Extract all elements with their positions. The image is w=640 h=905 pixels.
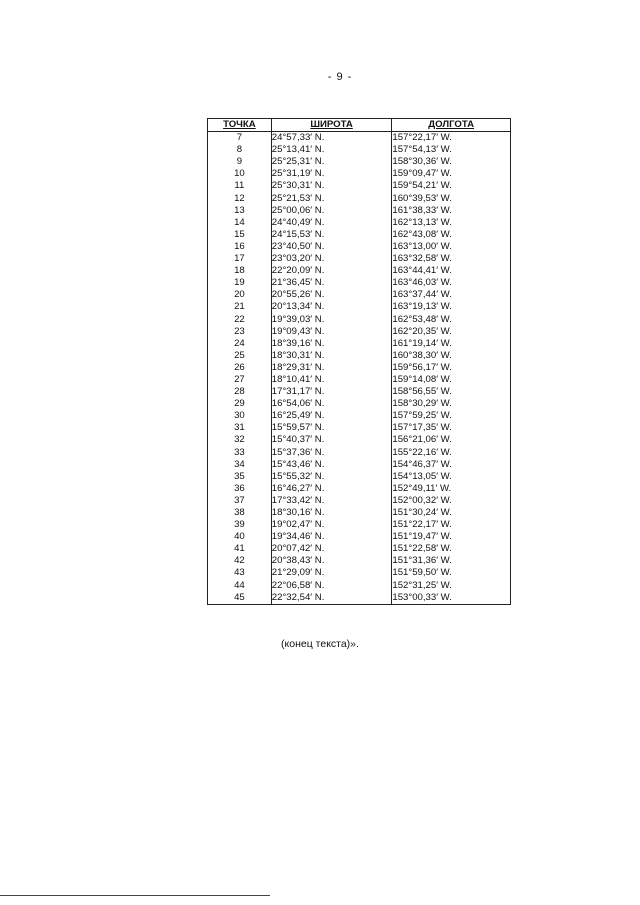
longitude: 162°53,48′ W. xyxy=(392,314,511,326)
longitude: 152°49,11′ W. xyxy=(392,483,511,495)
table-row xyxy=(208,434,511,446)
latitude: 15°59,57′ N. xyxy=(271,422,392,434)
table-row xyxy=(208,180,511,192)
table-row xyxy=(208,229,511,241)
longitude: 163°37,44′ W. xyxy=(392,289,511,301)
table-row xyxy=(208,495,511,507)
longitude: 151°22,58′ W. xyxy=(392,543,511,555)
table-header-row xyxy=(208,119,511,132)
point-number: 43 xyxy=(208,567,272,579)
table-row xyxy=(208,531,511,543)
page-number: - 9 - xyxy=(327,71,353,83)
point-number: 10 xyxy=(208,168,272,180)
table-row xyxy=(208,543,511,555)
latitude: 15°55,32′ N. xyxy=(271,471,392,483)
table-row xyxy=(208,398,511,410)
longitude: 159°56,17′ W. xyxy=(392,362,511,374)
latitude: 25°21,53′ N. xyxy=(271,193,392,205)
point-number: 31 xyxy=(208,422,272,434)
point-number: 13 xyxy=(208,205,272,217)
longitude: 162°43,08′ W. xyxy=(392,229,511,241)
latitude: 24°40,49′ N. xyxy=(271,217,392,229)
table-row xyxy=(208,144,511,156)
table-row xyxy=(208,350,511,362)
point-number: 44 xyxy=(208,580,272,592)
latitude: 22°32,54′ N. xyxy=(271,592,392,605)
longitude: 151°31,36′ W. xyxy=(392,555,511,567)
longitude: 153°00,33′ W. xyxy=(392,592,511,605)
point-number: 27 xyxy=(208,374,272,386)
latitude: 16°25,49′ N. xyxy=(271,410,392,422)
point-number: 11 xyxy=(208,180,272,192)
point-number: 9 xyxy=(208,156,272,168)
table-row xyxy=(208,301,511,313)
point-number: 28 xyxy=(208,386,272,398)
longitude: 161°38,33′ W. xyxy=(392,205,511,217)
latitude: 20°38,43′ N. xyxy=(271,555,392,567)
table-row xyxy=(208,241,511,253)
table-row xyxy=(208,277,511,289)
table-row xyxy=(208,422,511,434)
longitude: 154°13,05′ W. xyxy=(392,471,511,483)
point-number: 20 xyxy=(208,289,272,301)
table-row xyxy=(208,374,511,386)
longitude: 157°22,17′ W. xyxy=(392,132,511,145)
table-row xyxy=(208,567,511,579)
longitude: 151°19,47′ W. xyxy=(392,531,511,543)
longitude: 151°22,17′ W. xyxy=(392,519,511,531)
point-number: 17 xyxy=(208,253,272,265)
latitude: 19°34,46′ N. xyxy=(271,531,392,543)
latitude: 19°09,43′ N. xyxy=(271,326,392,338)
longitude: 157°17,35′ W. xyxy=(392,422,511,434)
point-number: 45 xyxy=(208,592,272,605)
point-number: 7 xyxy=(208,132,272,145)
table-row xyxy=(208,326,511,338)
table-row xyxy=(208,447,511,459)
latitude: 25°13,41′ N. xyxy=(271,144,392,156)
table-row xyxy=(208,265,511,277)
point-number: 39 xyxy=(208,519,272,531)
table-row xyxy=(208,555,511,567)
table-row xyxy=(208,217,511,229)
point-number: 34 xyxy=(208,459,272,471)
table-row xyxy=(208,592,511,605)
longitude: 154°46,37′ W. xyxy=(392,459,511,471)
longitude: 160°39,53′ W. xyxy=(392,193,511,205)
table-row xyxy=(208,459,511,471)
point-number: 16 xyxy=(208,241,272,253)
table-row xyxy=(208,519,511,531)
longitude: 163°32,58′ W. xyxy=(392,253,511,265)
latitude: 18°39,16′ N. xyxy=(271,338,392,350)
end-of-text-note: (конец текста)». xyxy=(281,638,359,650)
point-number: 18 xyxy=(208,265,272,277)
longitude: 157°54,13′ W. xyxy=(392,144,511,156)
latitude: 20°07,42′ N. xyxy=(271,543,392,555)
table-row xyxy=(208,483,511,495)
latitude: 19°02,47′ N. xyxy=(271,519,392,531)
longitude: 159°54,21′ W. xyxy=(392,180,511,192)
coordinates-table xyxy=(207,118,511,605)
latitude: 19°39,03′ N. xyxy=(271,314,392,326)
longitude: 163°13,00′ W. xyxy=(392,241,511,253)
latitude: 22°20,09′ N. xyxy=(271,265,392,277)
point-number: 30 xyxy=(208,410,272,422)
longitude: 152°00,32′ W. xyxy=(392,495,511,507)
longitude: 152°31,25′ W. xyxy=(392,580,511,592)
point-number: 35 xyxy=(208,471,272,483)
point-number: 21 xyxy=(208,301,272,313)
latitude: 21°36,45′ N. xyxy=(271,277,392,289)
longitude: 157°59,25′ W. xyxy=(392,410,511,422)
longitude: 162°13,13′ W. xyxy=(392,217,511,229)
point-number: 40 xyxy=(208,531,272,543)
footer-divider xyxy=(0,895,270,896)
longitude: 163°44,41′ W. xyxy=(392,265,511,277)
table-row xyxy=(208,362,511,374)
longitude: 156°21,06′ W. xyxy=(392,434,511,446)
latitude: 21°29,09′ N. xyxy=(271,567,392,579)
latitude: 24°15,53′ N. xyxy=(271,229,392,241)
point-number: 32 xyxy=(208,434,272,446)
latitude: 20°13,34′ N. xyxy=(271,301,392,313)
point-number: 26 xyxy=(208,362,272,374)
table-row xyxy=(208,314,511,326)
table-row xyxy=(208,168,511,180)
table-row xyxy=(208,132,511,145)
point-number: 22 xyxy=(208,314,272,326)
table-row xyxy=(208,289,511,301)
longitude: 151°59,50′ W. xyxy=(392,567,511,579)
point-number: 29 xyxy=(208,398,272,410)
latitude: 15°40,37′ N. xyxy=(271,434,392,446)
latitude: 15°43,46′ N. xyxy=(271,459,392,471)
latitude: 25°31,19′ N. xyxy=(271,168,392,180)
longitude: 151°30,24′ W. xyxy=(392,507,511,519)
point-number: 42 xyxy=(208,555,272,567)
latitude: 23°03,20′ N. xyxy=(271,253,392,265)
longitude: 158°30,36′ W. xyxy=(392,156,511,168)
latitude: 18°30,16′ N. xyxy=(271,507,392,519)
latitude: 24°57,33′ N. xyxy=(271,132,392,145)
table-row xyxy=(208,253,511,265)
table-row xyxy=(208,471,511,483)
latitude: 18°10,41′ N. xyxy=(271,374,392,386)
longitude: 155°22,16′ W. xyxy=(392,447,511,459)
latitude: 25°25,31′ N. xyxy=(271,156,392,168)
point-number: 24 xyxy=(208,338,272,350)
latitude: 18°30,31′ N. xyxy=(271,350,392,362)
longitude: 163°46,03′ W. xyxy=(392,277,511,289)
latitude: 25°30,31′ N. xyxy=(271,180,392,192)
table-row xyxy=(208,410,511,422)
longitude: 162°20,35′ W. xyxy=(392,326,511,338)
latitude: 20°55,26′ N. xyxy=(271,289,392,301)
point-number: 8 xyxy=(208,144,272,156)
latitude: 16°54,06′ N. xyxy=(271,398,392,410)
point-number: 25 xyxy=(208,350,272,362)
table-row xyxy=(208,193,511,205)
latitude: 18°29,31′ N. xyxy=(271,362,392,374)
point-number: 23 xyxy=(208,326,272,338)
longitude: 160°38,30′ W. xyxy=(392,350,511,362)
latitude: 23°40,50′ N. xyxy=(271,241,392,253)
point-number: 14 xyxy=(208,217,272,229)
table-row xyxy=(208,156,511,168)
header-longitude: ДОЛГОТА xyxy=(392,119,511,132)
table-row xyxy=(208,205,511,217)
longitude: 163°19,13′ W. xyxy=(392,301,511,313)
longitude: 158°56,55′ W. xyxy=(392,386,511,398)
point-number: 19 xyxy=(208,277,272,289)
longitude: 161°19,14′ W. xyxy=(392,338,511,350)
point-number: 15 xyxy=(208,229,272,241)
longitude: 158°30,29′ W. xyxy=(392,398,511,410)
table-body xyxy=(208,132,511,605)
point-number: 38 xyxy=(208,507,272,519)
table-row xyxy=(208,338,511,350)
point-number: 36 xyxy=(208,483,272,495)
header-point: ТОЧКА xyxy=(208,119,272,132)
point-number: 12 xyxy=(208,193,272,205)
table-row xyxy=(208,580,511,592)
latitude: 25°00,06′ N. xyxy=(271,205,392,217)
point-number: 37 xyxy=(208,495,272,507)
latitude: 16°46,27′ N. xyxy=(271,483,392,495)
latitude: 17°31,17′ N. xyxy=(271,386,392,398)
longitude: 159°14,08′ W. xyxy=(392,374,511,386)
table-row xyxy=(208,386,511,398)
table-row xyxy=(208,507,511,519)
header-latitude: ШИРОТА xyxy=(271,119,392,132)
point-number: 33 xyxy=(208,447,272,459)
latitude: 22°06,58′ N. xyxy=(271,580,392,592)
point-number: 41 xyxy=(208,543,272,555)
longitude: 159°09,47′ W. xyxy=(392,168,511,180)
latitude: 15°37,36′ N. xyxy=(271,447,392,459)
latitude: 17°33,42′ N. xyxy=(271,495,392,507)
